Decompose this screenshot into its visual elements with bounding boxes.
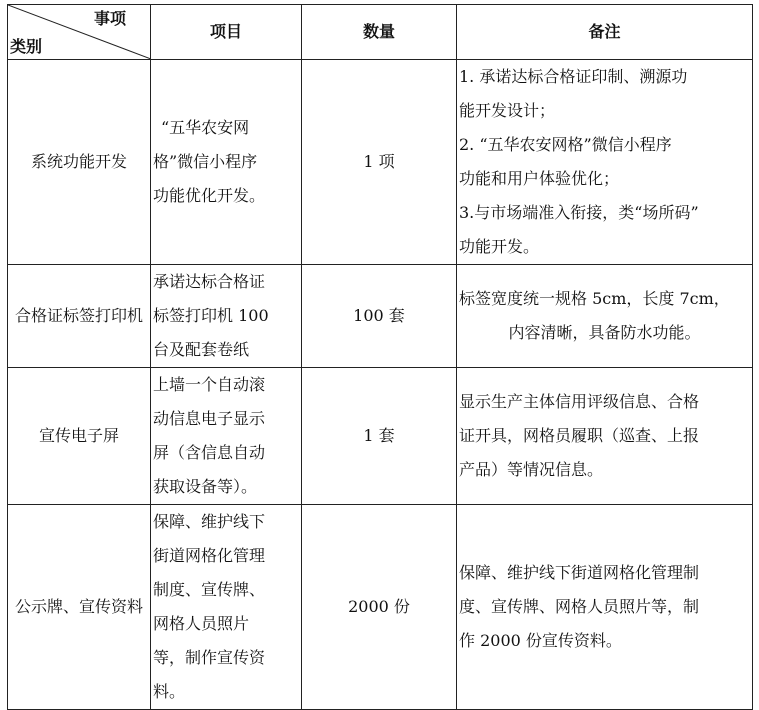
category-cell: 公示牌、宣传资料 <box>8 505 151 710</box>
table-row <box>8 265 753 368</box>
note-cell <box>457 505 753 710</box>
item-line: 屏（含信息自动 <box>153 443 266 462</box>
note-line: 显示生产主体信用评级信息、合格 <box>459 392 700 411</box>
table-row <box>8 60 753 265</box>
project-table <box>7 4 753 710</box>
item-line: 标签打印机 100 <box>153 306 269 325</box>
qty-cell: 100 套 <box>302 265 457 368</box>
note-cell <box>457 265 753 368</box>
note-line: 1. 承诺达标合格证印制、溯源功 <box>459 67 688 86</box>
item-line: “五华农安网 <box>161 118 250 137</box>
category-cell: 宣传电子屏 <box>8 368 151 505</box>
note-cell <box>457 368 753 505</box>
note-line: 保障、维护线下街道网格化管理制 <box>459 563 700 582</box>
category-cell: 合格证标签打印机 <box>8 265 151 368</box>
item-line: 网格人员照片 <box>153 614 250 633</box>
corner-header-cell <box>8 5 151 60</box>
qty-cell: 2000 份 <box>302 505 457 710</box>
table-row <box>8 505 753 710</box>
note-line: 产品）等情况信息。 <box>459 460 604 479</box>
note-line: 内容清晰，具备防水功能。 <box>508 323 701 342</box>
category-cell: 系统功能开发 <box>8 60 151 265</box>
note-line: 功能开发。 <box>459 237 540 256</box>
header-row <box>8 5 753 60</box>
item-line: 动信息电子显示 <box>153 409 266 428</box>
item-line: 承诺达标合格证 <box>153 272 266 291</box>
corner-top-label: 事项 <box>93 9 126 28</box>
qty-cell: 1 项 <box>302 60 457 265</box>
note-line: 功能和用户体验优化； <box>459 169 620 188</box>
note-line: 证开具，网格员履职（巡查、上报 <box>459 426 700 445</box>
item-line: 保障、维护线下 <box>153 512 266 531</box>
note-line: 标签宽度统一规格 5cm，长度 7cm， <box>459 289 730 308</box>
item-cell <box>151 368 302 505</box>
column-header-item: 项目 <box>151 5 302 60</box>
item-line: 街道网格化管理 <box>153 546 266 565</box>
note-line: 能开发设计； <box>459 101 556 120</box>
note-line: 2. “五华农安网格”微信小程序 <box>459 135 672 154</box>
item-line: 功能优化开发。 <box>153 186 266 205</box>
corner-bottom-label: 类别 <box>10 37 43 56</box>
column-header-note: 备注 <box>457 5 753 60</box>
item-line: 台及配套卷纸 <box>153 340 250 359</box>
item-line: 格”微信小程序 <box>153 152 258 171</box>
item-line: 上墙一个自动滚 <box>153 375 266 394</box>
item-cell <box>151 60 302 265</box>
note-line: 3.与市场端准入衔接，类“场所码” <box>459 203 699 222</box>
item-cell <box>151 505 302 710</box>
table-row <box>8 368 753 505</box>
note-line: 度、宣传牌、网格人员照片等，制 <box>459 597 700 616</box>
qty-cell: 1 套 <box>302 368 457 505</box>
note-cell <box>457 60 753 265</box>
item-line: 料。 <box>153 682 186 701</box>
note-line: 作 2000 份宣传资料。 <box>459 631 622 650</box>
item-line: 等，制作宣传资 <box>153 648 266 667</box>
column-header-qty: 数量 <box>302 5 457 60</box>
item-line: 获取设备等）。 <box>153 477 258 496</box>
item-cell <box>151 265 302 368</box>
item-line: 制度、宣传牌、 <box>153 580 266 599</box>
